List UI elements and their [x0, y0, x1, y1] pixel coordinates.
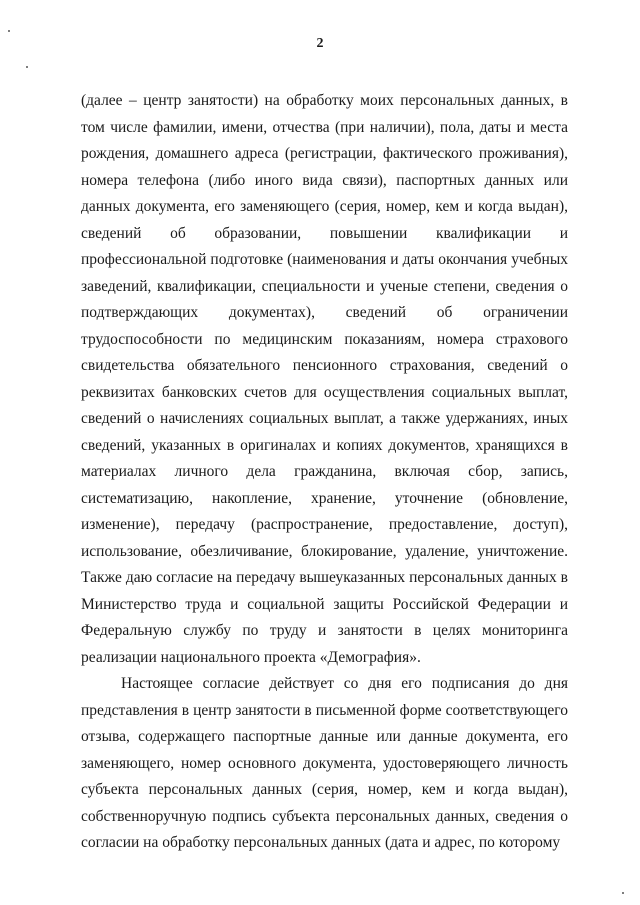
document-body	[81, 88, 568, 857]
scan-speck	[8, 30, 10, 32]
consent-paragraph-1: (далее – центр занятости) на обработку моих персональных данных, в том числе фамилии, имени, отчества (при наличии), пола, даты и места рождения, домашнего адреса (регистрации, фактического проживания), номера телефона (либо иного вида связи), паспортных данных или данных документа, его заменяющего (серия, номер, кем и когда выдан), сведений об образовании, повышении квалификации и профессиональной подготовке (наименования и даты окончания учебных заведений, квалификации, специальности и ученые степени, сведения о подтверждающих документах), сведений об ограничении трудоспособности по медицинским показаниям, номера страхового свидетельства обязательного пенсионного страхования, сведений о реквизитах банковских счетов для осуществления социальных выплат, сведений о начислениях социальных выплат, а также удержаниях, иных сведений, указанных в оригиналах и копиях документов, хранящихся в материалах личного дела гражданина, включая сбор, запись, систематизацию, накопление, хранение, уточнение (обновление, изменение), передачу (распространение, предоставление, доступ), использование, обезличивание, блокирование, удаление, уничтожение. Также даю согласие на передачу вышеуказанных персональных данных в Министерство труда и социальной защиты Российской Федерации и Федеральную службу по труду и занятости в целях мониторинга реализации национального проекта «Демография».	[81, 92, 568, 666]
consent-paragraph-2: Настоящее согласие действует со дня его подписания до дня представления в центр занятости в письменной форме соответствующего отзыва, содержащего паспортные данные или данные документа, его заменяющего, номер основного документа, удостоверяющего личность субъекта персональных данных (серия, номер, кем и когда выдан), собственноручную подпись субъекта персональных данных, сведения о согласии на обработку персональных данных (дата и адрес, по которому	[81, 675, 568, 851]
scan-speck	[26, 66, 28, 68]
scan-speck	[622, 892, 624, 894]
page-number: 2	[316, 36, 324, 51]
